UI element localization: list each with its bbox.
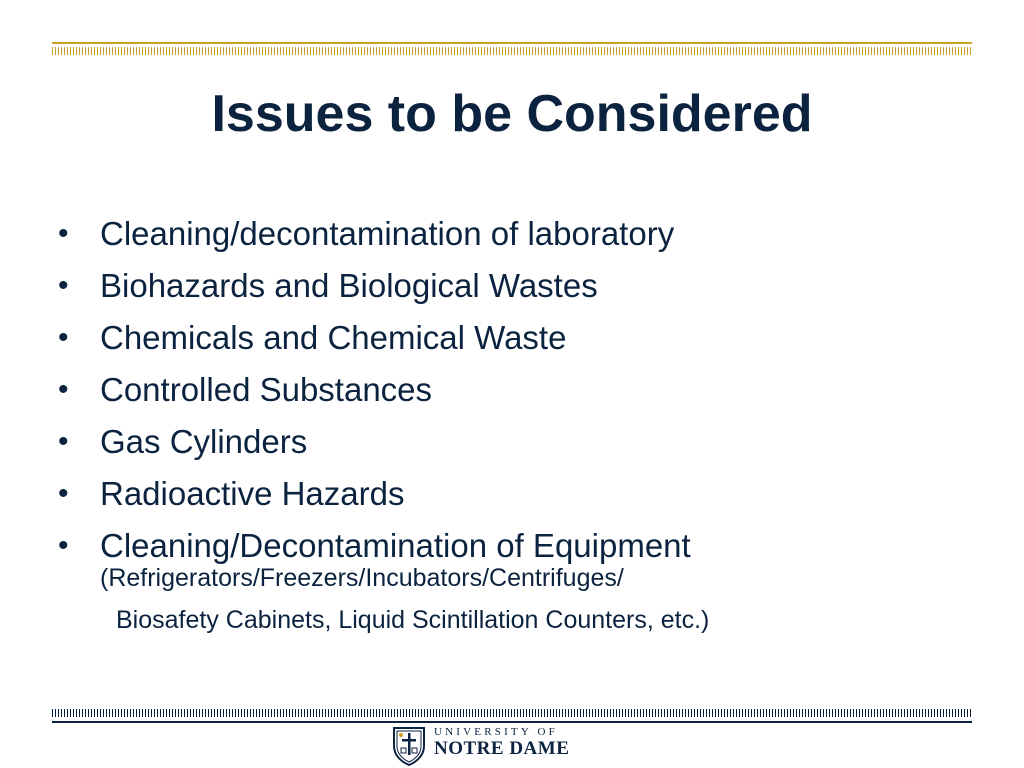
bullet-text: Radioactive Hazards <box>100 475 405 512</box>
bottom-rule-line <box>52 721 972 723</box>
bottom-decorative-rule <box>52 709 972 723</box>
bullet-item <box>58 364 978 416</box>
bullet-glyph: • <box>58 425 69 458</box>
bullet-glyph: • <box>58 477 69 510</box>
logo-university-of: UNIVERSITY OF <box>434 726 558 738</box>
bullet-text: Biohazards and Biological Wastes <box>100 267 598 304</box>
bullet-glyph: • <box>58 269 69 302</box>
top-rule-hatch <box>52 47 972 55</box>
bullet-glyph: • <box>58 321 69 354</box>
bullet-item <box>58 468 978 520</box>
bullet-item <box>58 260 978 312</box>
bullet-text: Cleaning/Decontamination of Equipment <box>100 527 691 564</box>
bullet-text: Gas Cylinders <box>100 423 308 460</box>
bullet-glyph: • <box>58 529 69 562</box>
bullet-glyph: • <box>58 373 69 406</box>
bullet-text: Cleaning/decontamination of laboratory <box>100 215 675 252</box>
top-decorative-rule <box>52 42 972 55</box>
slide-title: Issues to be Considered <box>211 85 813 143</box>
bullet-subtext-line: (Refrigerators/Freezers/Incubators/Centrifuges/ <box>100 564 624 592</box>
university-crest-icon <box>392 726 426 766</box>
logo-notre-dame: NOTRE DAME <box>434 738 570 759</box>
top-rule-line <box>52 42 972 44</box>
bullet-item <box>58 416 978 468</box>
bullet-item <box>58 312 978 364</box>
bullet-item <box>58 520 978 572</box>
bullet-text: Controlled Substances <box>100 371 433 408</box>
bullet-item <box>58 208 978 260</box>
bottom-rule-hatch <box>52 709 972 717</box>
bullet-list <box>58 208 978 634</box>
bullet-glyph: • <box>58 217 69 250</box>
bullet-text: Chemicals and Chemical Waste <box>100 319 567 356</box>
bullet-subtext-line: Biosafety Cabinets, Liquid Scintillation Counters, etc.) <box>116 606 710 634</box>
notre-dame-logo <box>392 726 612 766</box>
